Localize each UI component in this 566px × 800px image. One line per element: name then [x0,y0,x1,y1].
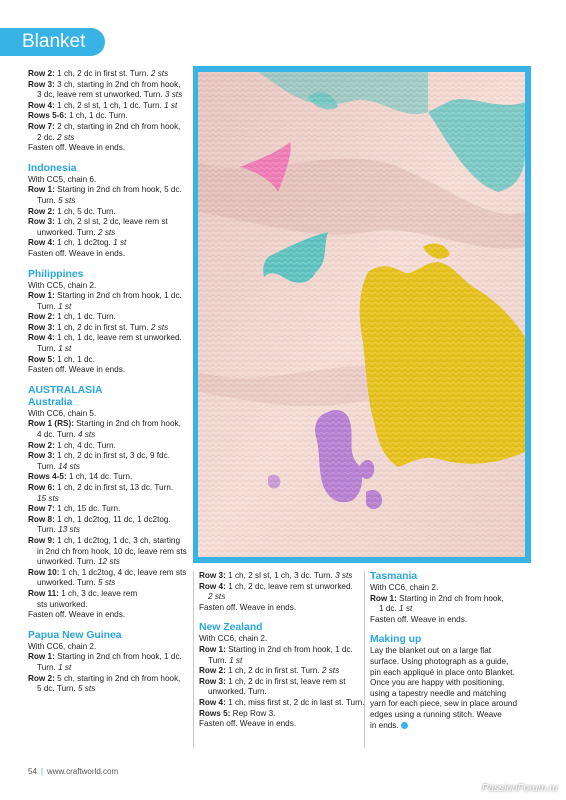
pattern-line [370,594,540,605]
pattern-line [370,615,540,626]
row-text: yarn for each piece, sew in place around [370,699,518,709]
row-text: Turn. [37,461,59,471]
row-text: 1 ch, 2 dc, leave rem st unworked. [228,581,353,591]
pattern-line [370,710,540,721]
row-text: unworked. Turn. [37,578,98,588]
pattern-line [199,719,374,730]
pattern-line [28,610,188,621]
row-label: Row 1: [28,291,58,301]
row-text: 1 ch, 1 dc. [57,354,95,364]
end-bullet-icon [401,722,408,729]
row-label: Row 8: [28,514,58,524]
row-label: Row 7: [28,504,58,514]
row-label: Row 2: [199,666,229,676]
pattern-line [370,668,540,679]
blanket-illustration [198,72,525,557]
pattern-line [28,536,188,547]
section-heading: Australia [28,396,73,408]
section-gap [370,625,540,634]
footer-separator: | [40,767,43,776]
row-text: 1 ch, 1 dc2tog, 11 dc, 1 dc2tog. [57,514,171,524]
row-text: 1 ch, 15 dc. Turn. [57,504,121,514]
row-text: 1 ch, miss first st, 2 dc in last st. Turn. [228,697,365,707]
row-text: Starting in 2nd ch from hook, 1 dc. [57,652,182,662]
row-label: Row 3: [28,217,58,227]
stitch-count: 12 sts [97,557,120,567]
row-label: Row 7: [28,121,58,131]
row-label: Row 2: [28,206,58,216]
row-text: With CC5, chain 2. [28,280,97,290]
pattern-line [199,571,374,582]
stitch-count: 3 sts [164,90,183,100]
row-label: Row 3: [28,451,58,461]
row-text: 1 ch, 4 dc. Turn. [57,440,116,450]
pattern-line [28,302,188,313]
row-label: Row 4: [28,100,58,110]
pattern-line [28,441,188,452]
row-text: 1 ch, 14 dc. Turn. [68,472,133,482]
pattern-line [28,355,188,366]
row-label: Row 4: [199,581,229,591]
row-text: Lay the blanket out on a large flat [370,646,492,656]
row-text: Turn. [208,655,230,665]
page-number: 54 [28,767,37,776]
pattern-line [28,684,188,695]
row-text: 1 ch, 5 dc. Turn. [57,206,116,216]
pattern-line [28,249,188,260]
pattern-line [28,122,188,133]
stitch-count: 5 sts [58,195,76,205]
row-label: Rows 4-5: [28,472,69,482]
pattern-line [28,525,188,536]
pattern-line [370,646,540,657]
row-text: unworked. Turn. [37,227,98,237]
pattern-line [370,604,540,615]
pattern-line [28,291,188,302]
pattern-line [28,365,188,376]
page-title-tab [0,28,105,56]
blanket-photo [198,72,525,557]
pattern-line [199,603,374,614]
pattern-column-3 [370,571,540,731]
row-label: Row 9: [28,535,58,545]
section-heading: Indonesia [28,162,77,174]
pattern-line [28,589,188,600]
row-text: 1 ch, 1 dc. Turn. [68,111,128,121]
stitch-count: 1 st [164,100,178,110]
row-text: unworked. Turn. [208,687,267,697]
row-label: Row 11: [28,588,62,598]
section-heading: Philippines [28,268,84,280]
pattern-line [28,674,188,685]
pattern-line [199,677,374,688]
pattern-line [199,709,374,720]
row-text: pin each appliqué in place onto Blanket. [370,667,515,677]
stitch-count: 1 st [113,238,127,248]
stitch-count: 2 sts [150,69,169,78]
row-text: With CC6, chain 5. [28,408,97,418]
row-label: Row 1 (RS): [28,419,77,429]
row-label: Row 3: [199,676,229,686]
stitch-count: 13 sts [58,525,80,535]
row-text: 1 ch, 2 dc in first st. Turn. [57,69,151,78]
page-footer [28,767,118,776]
row-text: 1 ch, 3 dc, leave rem [61,588,138,598]
row-label: Row 1: [28,185,58,195]
pattern-line [199,582,374,593]
knit-texture [198,72,525,557]
row-text: 1 ch, 1 dc2tog. [57,238,114,248]
row-text: unworked. Turn. [37,557,98,567]
stitch-count: 2 sts [208,592,226,602]
pattern-line [28,430,188,441]
pattern-line [28,196,188,207]
row-text: 2 ch, starting in 2nd ch from hook, [57,121,181,131]
section-gap [28,154,188,163]
stitch-count: 2 sts [97,227,116,237]
row-text: 1 ch, 2 dc in first st. Turn. [57,322,151,332]
pattern-line [28,557,188,568]
row-label: Row 1: [199,644,229,654]
row-text: in 2nd ch from hook, 10 dc, leave rem sts [37,546,187,556]
pattern-line [370,699,540,710]
pattern-line [199,656,374,667]
pattern-line [28,409,188,420]
row-text: 3 ch, starting in 2nd ch from hook, [57,79,181,89]
stitch-count: 14 sts [58,461,80,471]
pattern-line [28,111,188,122]
pattern-line [28,80,188,91]
row-text: Turn. [37,662,59,672]
column-divider-1 [193,571,194,748]
stitch-count: 15 sts [37,493,59,503]
pattern-line [199,687,374,698]
pattern-line [199,645,374,656]
stitch-count: 2 sts [150,322,169,332]
row-text: 2 dc. [37,132,58,142]
row-text: Turn. [37,195,59,205]
pattern-line [28,642,188,653]
pattern-line [370,678,540,689]
row-label: Row 4: [28,238,58,248]
row-text: With CC5, chain 6. [28,174,97,184]
row-text: Fasten off. Weave in ends. [370,614,468,624]
stitch-count: 4 sts [77,430,96,440]
row-label: Rows 5-6: [28,111,69,121]
pattern-line [28,185,188,196]
pattern-line [28,217,188,228]
row-label: Row 4: [28,333,58,343]
pattern-line [28,652,188,663]
pattern-line [28,419,188,430]
row-text: 4 dc. Turn. [37,430,78,440]
pattern-line [199,666,374,677]
row-text: Rep Row 3. [232,708,276,718]
stitch-count: 5 sts [97,578,116,588]
row-text: Starting in 2nd ch from hook, 1 dc. [228,644,353,654]
pattern-line [28,175,188,186]
row-text: Turn. [37,525,59,535]
row-text: With CC6, chain 2. [199,634,268,644]
row-text: 1 ch, 1 dc2tog, 4 dc, leave rem sts [61,567,187,577]
row-text: Fasten off. Weave in ends. [199,602,297,612]
pattern-line [28,333,188,344]
row-text: Starting in 2nd ch from hook, 5 dc. [57,185,182,195]
stitch-count: 1 st [58,344,72,354]
pattern-line [199,698,374,709]
row-text: 1 ch, 2 dc in first st, leave rem st [228,676,346,686]
row-text: Starting in 2nd ch from hook, [76,419,181,429]
pattern-line [28,462,188,473]
row-text: Starting in 2nd ch from hook, [399,593,504,603]
pattern-line [28,451,188,462]
pattern-line [370,657,540,668]
row-text: 1 dc. [379,604,400,614]
pattern-line [28,69,188,80]
section-heading: Tasmania [370,571,418,582]
stitch-count: 1 st [399,604,413,614]
pattern-line [28,600,188,611]
stitch-count: 1 st [58,301,72,311]
pattern-line [28,472,188,483]
row-label: Row 3: [199,571,229,580]
row-text: Fasten off. Weave in ends. [28,365,126,375]
row-label: Row 3: [28,79,58,89]
pattern-line [199,634,374,645]
row-text: Turn. [37,301,59,311]
row-text: 1 ch, 1 dc, leave rem st unworked. [57,333,182,343]
pattern-line [28,101,188,112]
pattern-line [28,90,188,101]
row-text: in ends. [370,720,399,730]
section-gap [199,613,374,622]
row-label: Row 3: [28,322,58,332]
row-label: Row 4: [199,697,229,707]
row-text: 1 ch, 2 sl st, 2 dc, leave rem st [57,217,168,227]
row-text: 3 dc, leave rem st unworked. Turn. [37,90,165,100]
row-text: 1 ch, 2 dc in first st, 13 dc. Turn. [57,483,174,492]
row-text: Starting in 2nd ch from hook, 1 dc. [57,291,182,301]
row-text: Fasten off. Weave in ends. [28,143,126,153]
blanket-photo-frame [193,66,531,563]
pattern-line [370,689,540,700]
row-label: Row 1: [370,593,400,603]
row-text: 5 dc. Turn. [37,684,78,694]
row-text: edges using a running stitch. Weave [370,709,502,719]
stitch-count: 5 sts [77,684,96,694]
row-text: 1 ch, 2 sl st, 1 ch, 3 dc. Turn. [228,571,336,580]
row-label: Row 1: [28,652,58,662]
row-label: Row 2: [28,440,58,450]
row-label: Row 5: [28,354,58,364]
pattern-line [28,344,188,355]
pattern-column-2 [199,571,374,730]
row-text: Turn. [37,344,59,354]
section-gap [28,376,188,385]
row-label: Row 2: [28,312,58,322]
pattern-line [28,515,188,526]
pattern-line [370,583,540,594]
pattern-line [28,504,188,515]
section-gap [28,621,188,630]
row-text: Fasten off. Weave in ends. [28,248,126,258]
row-text: Once you are happy with positioning, [370,678,505,688]
row-text: 1 ch, 2 dc in first st, 3 dc, 9 fdc. [57,451,170,461]
page-title: Blanket [22,31,86,52]
pattern-column-1 [28,69,188,695]
row-label: Row 2: [28,673,58,683]
footer-site-link[interactable]: www.craftworld.com [46,767,119,776]
pattern-line [199,592,374,603]
pattern-line [28,228,188,239]
stitch-count: 3 sts [335,571,353,580]
row-text: 1 ch, 2 sl st, 1 ch, 1 dc. Turn. [57,100,165,110]
pattern-line [28,133,188,144]
stitch-count: 1 st [58,662,72,672]
row-text: 1 ch, 2 dc in first st. Turn. [228,666,322,676]
section-heading: Making up [370,634,422,646]
pattern-line [28,483,188,494]
row-label: Rows 5: [199,708,233,718]
row-text: 5 ch, starting in 2nd ch from hook, [57,673,181,683]
row-text: 1 ch, 1 dc. Turn. [57,312,116,322]
section-gap [28,260,188,269]
pattern-line [28,281,188,292]
section-heading: Papua New Guinea [28,629,122,641]
stitch-count: 2 sts [321,666,340,676]
pattern-line [28,547,188,558]
pattern-line [28,663,188,674]
row-label: Row 10: [28,567,62,577]
row-text: Fasten off. Weave in ends. [199,719,297,729]
section-heading: New Zealand [199,622,263,634]
row-text: using a tapestry needle and matching [370,688,507,698]
stitch-count: 2 sts [57,132,75,142]
watermark: PassionForum.ru [481,783,558,794]
pattern-line [28,207,188,218]
row-label: Row 6: [28,483,58,492]
pattern-line [28,143,188,154]
section-heading: AUSTRALASIA [28,384,103,396]
row-text: sts unworked. [37,599,88,609]
pattern-line [28,494,188,505]
pattern-line [370,721,540,732]
stitch-count: 1 st [229,655,243,665]
pattern-line [28,568,188,579]
row-text: With CC6, chain 2. [370,583,439,592]
row-text: Fasten off. Weave in ends. [28,610,126,620]
row-text: 1 ch, 1 dc2tog, 1 dc, 3 ch, starting [57,535,181,545]
pattern-line [28,323,188,334]
row-label: Row 2: [28,69,58,78]
pattern-line [28,312,188,323]
pattern-line [28,238,188,249]
row-text: surface. Using photograph as a guide, [370,656,509,666]
row-text: With CC6, chain 2. [28,641,97,651]
pattern-line [28,578,188,589]
